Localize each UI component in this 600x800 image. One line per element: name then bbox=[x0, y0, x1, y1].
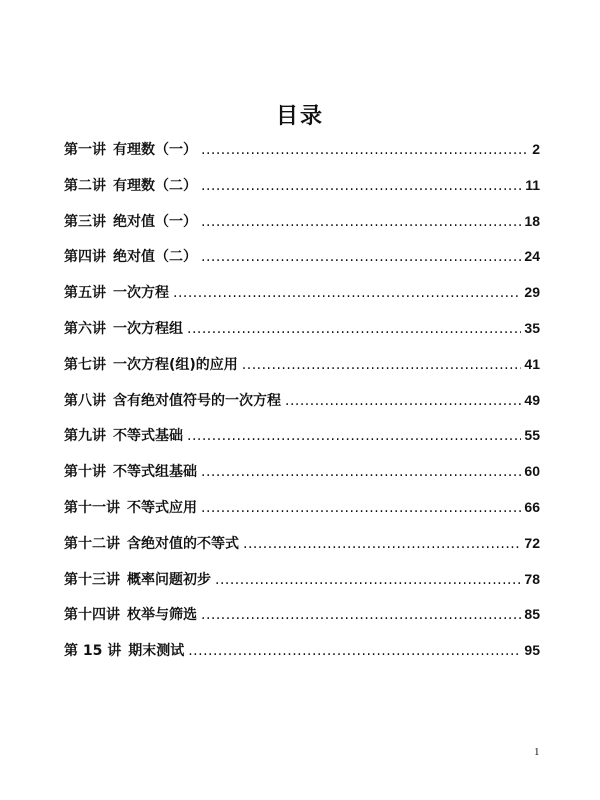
toc-lecture-label: 第十三讲 bbox=[64, 571, 120, 588]
toc-topic: 不等式基础 bbox=[113, 428, 183, 445]
toc-dot-leader bbox=[187, 321, 521, 337]
toc-page-number: 41 bbox=[524, 355, 540, 372]
toc-page-number: 85 bbox=[524, 606, 540, 623]
toc-entry[interactable] bbox=[64, 139, 540, 175]
table-of-contents bbox=[64, 139, 540, 676]
toc-entry[interactable] bbox=[64, 569, 540, 605]
toc-topic: 枚举与筛选 bbox=[127, 607, 197, 624]
toc-dot-leader bbox=[201, 249, 521, 265]
toc-entry[interactable] bbox=[64, 211, 540, 247]
toc-topic: 有理数（一） bbox=[113, 142, 197, 158]
toc-dot-leader bbox=[243, 536, 521, 552]
toc-dot-leader bbox=[201, 607, 521, 623]
toc-dot-leader bbox=[201, 214, 521, 230]
toc-page-number: 49 bbox=[524, 391, 540, 408]
toc-topic: 含绝对值的不等式 bbox=[127, 535, 239, 552]
toc-page-number: 66 bbox=[524, 498, 540, 515]
toc-lecture-label: 第二讲 bbox=[64, 177, 106, 194]
toc-lecture-label: 第三讲 bbox=[64, 213, 106, 230]
toc-page-number: 55 bbox=[524, 427, 540, 444]
toc-page-number: 11 bbox=[525, 176, 540, 193]
toc-page-number: 29 bbox=[524, 284, 540, 301]
page-number: 1 bbox=[534, 746, 540, 758]
toc-entry[interactable] bbox=[64, 318, 540, 354]
toc-topic: 不等式组基础 bbox=[113, 464, 197, 481]
toc-lecture-label: 第七讲 bbox=[64, 356, 106, 373]
toc-page-number: 24 bbox=[524, 248, 540, 265]
toc-lecture-label: 第十一讲 bbox=[64, 499, 120, 516]
toc-topic: 一次方程(组)的应用 bbox=[113, 356, 238, 373]
toc-topic: 一次方程组 bbox=[113, 320, 183, 337]
toc-lecture-label: 第十四讲 bbox=[64, 607, 120, 624]
toc-entry[interactable] bbox=[64, 604, 540, 640]
toc-dot-leader bbox=[242, 357, 522, 373]
toc-page-number: 72 bbox=[524, 534, 540, 551]
toc-topic: 概率问题初步 bbox=[127, 571, 211, 588]
toc-page-number: 35 bbox=[524, 319, 540, 336]
toc-lecture-label: 第十讲 bbox=[64, 464, 106, 481]
toc-page-number: 78 bbox=[524, 570, 540, 587]
toc-lecture-label: 第一讲 bbox=[64, 142, 106, 158]
toc-entry[interactable] bbox=[64, 640, 540, 676]
toc-dot-leader bbox=[201, 142, 529, 158]
toc-topic: 期末测试 bbox=[128, 643, 185, 660]
toc-entry[interactable] bbox=[64, 246, 540, 282]
toc-entry[interactable] bbox=[64, 497, 540, 533]
toc-lecture-label: 第八讲 bbox=[64, 392, 106, 409]
toc-lecture-label: 第九讲 bbox=[64, 428, 106, 445]
toc-lecture-label: 第四讲 bbox=[64, 249, 106, 266]
toc-entry[interactable] bbox=[64, 282, 540, 318]
toc-topic: 一次方程 bbox=[113, 285, 169, 302]
toc-lecture-label: 第 15 讲 bbox=[64, 643, 122, 660]
toc-topic: 绝对值（二） bbox=[113, 249, 197, 266]
page-title: 目录 bbox=[275, 103, 324, 129]
toc-dot-leader bbox=[285, 393, 521, 409]
toc-entry[interactable] bbox=[64, 461, 540, 497]
toc-dot-leader bbox=[188, 643, 521, 659]
toc-entry[interactable] bbox=[64, 533, 540, 569]
toc-dot-leader bbox=[187, 428, 521, 444]
toc-topic: 绝对值（一） bbox=[113, 213, 197, 230]
toc-lecture-label: 第六讲 bbox=[64, 320, 106, 337]
toc-topic: 不等式应用 bbox=[127, 499, 197, 516]
toc-page-number: 95 bbox=[524, 642, 540, 659]
toc-dot-leader bbox=[215, 572, 521, 588]
toc-lecture-label: 第五讲 bbox=[64, 285, 106, 302]
toc-dot-leader bbox=[201, 178, 522, 194]
toc-dot-leader bbox=[201, 500, 521, 516]
toc-page-number: 2 bbox=[532, 141, 540, 157]
toc-page-number: 60 bbox=[524, 463, 540, 480]
toc-page-number: 18 bbox=[524, 212, 540, 229]
toc-entry[interactable] bbox=[64, 354, 540, 390]
toc-topic: 含有绝对值符号的一次方程 bbox=[113, 392, 281, 409]
toc-lecture-label: 第十二讲 bbox=[64, 535, 120, 552]
toc-dot-leader bbox=[173, 285, 521, 301]
toc-topic: 有理数（二） bbox=[113, 177, 197, 194]
toc-entry[interactable] bbox=[64, 175, 540, 211]
toc-entry[interactable] bbox=[64, 390, 540, 426]
toc-dot-leader bbox=[201, 464, 521, 480]
toc-entry[interactable] bbox=[64, 425, 540, 461]
